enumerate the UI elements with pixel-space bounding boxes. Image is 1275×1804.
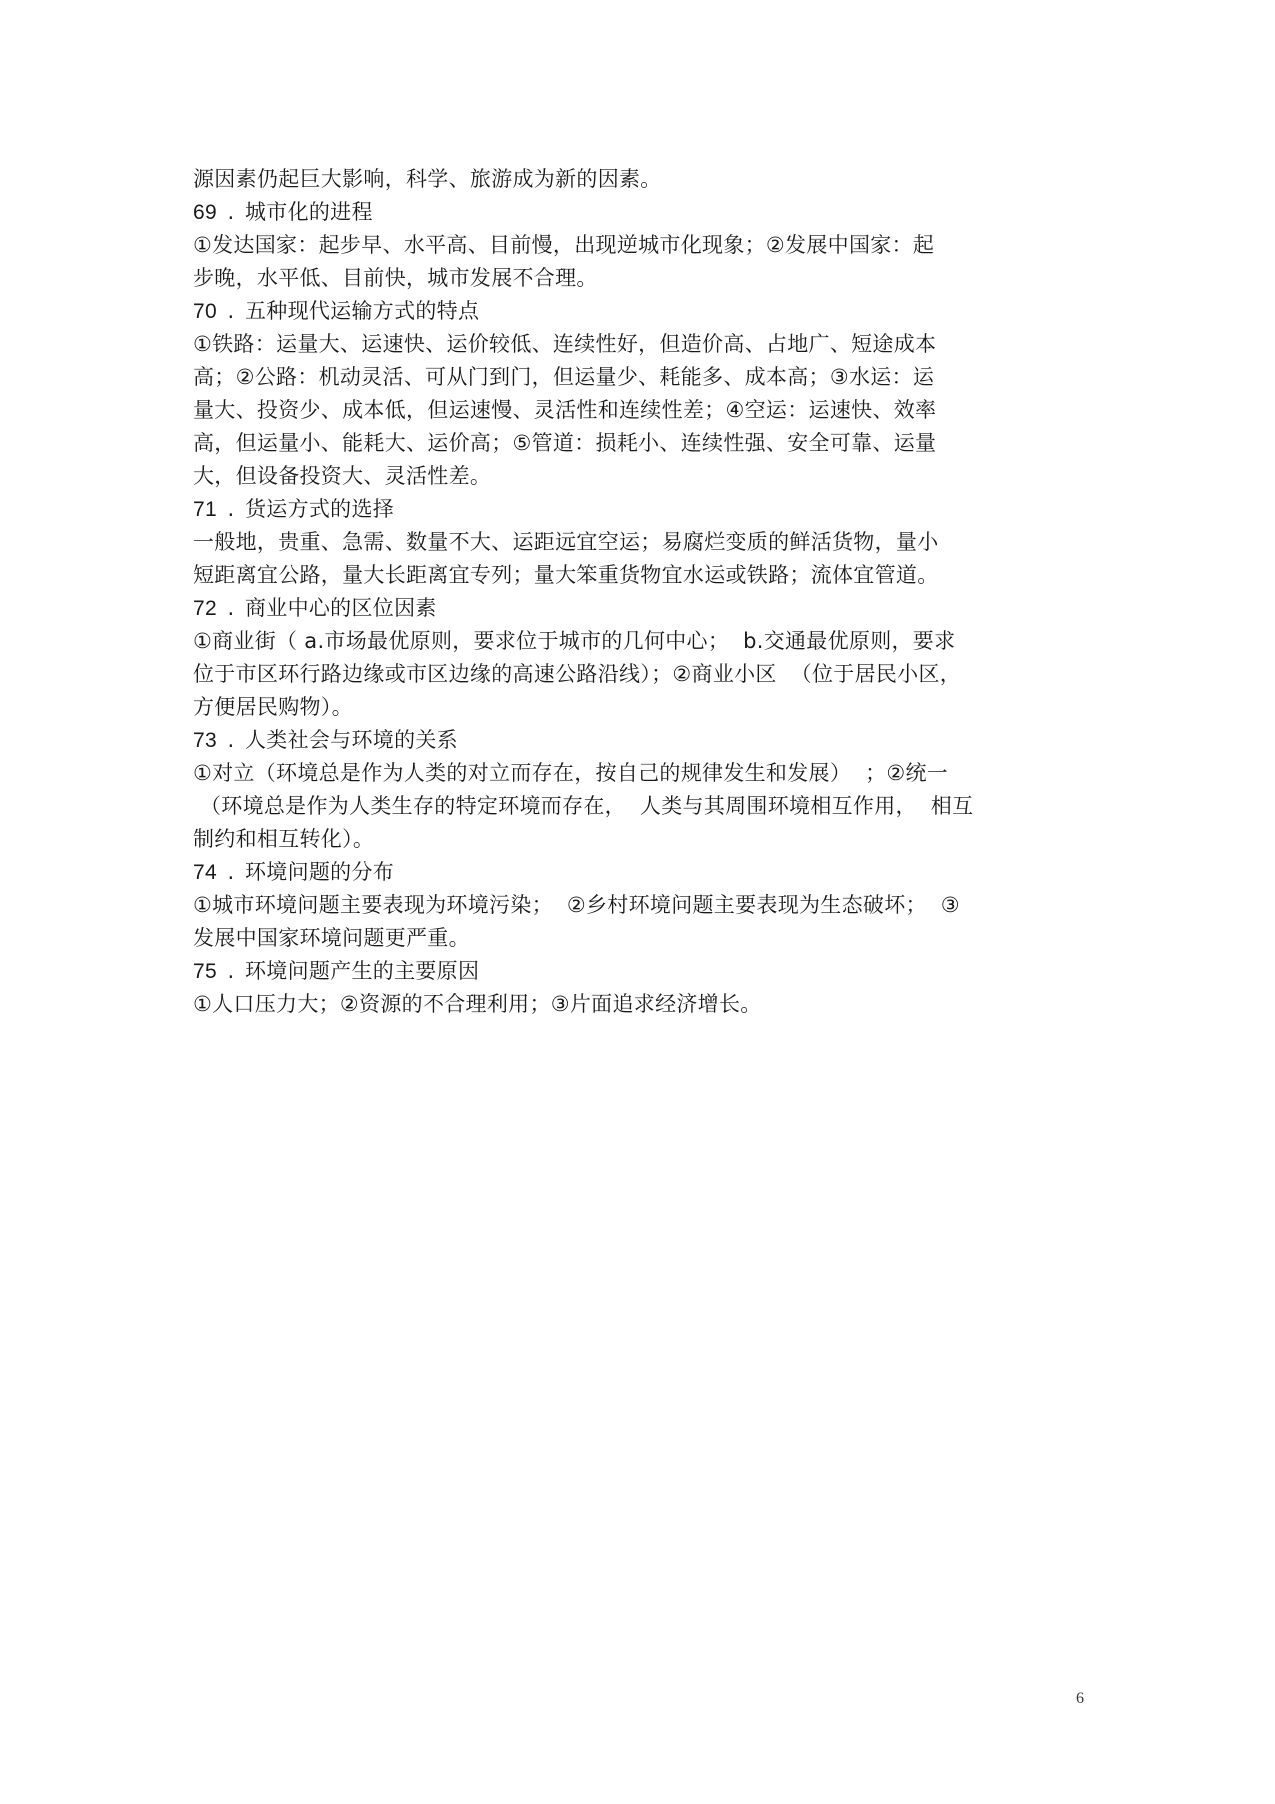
document-body	[193, 163, 1093, 1021]
section-title: 环境问题的分布	[244, 860, 395, 884]
body-line: 短距离宜公路，量大长距离宜专列；量大笨重货物宜水运或铁路；流体宜管道。	[193, 563, 939, 587]
body-line: （环境总是作为人类生存的特定环境而存在， 人类与其周围环境相互作用， 相互	[193, 794, 974, 818]
section-title: 城市化的进程	[244, 200, 373, 224]
body-line: 方便居民购物）。	[193, 695, 353, 719]
section-title: 货运方式的选择	[244, 497, 395, 521]
body-line: ①人口压力大；②资源的不合理利用；③片面追求经济增长。	[193, 992, 762, 1016]
section-number: 70	[193, 300, 217, 323]
section-heading-73: 73 . 人类社会与环境的关系	[193, 728, 458, 752]
section-heading-70: 70 . 五种现代运输方式的特点	[193, 299, 480, 323]
section-title: 商业中心的区位因素	[244, 596, 437, 620]
body-line: 大，但设备投资大、灵活性差。	[193, 464, 492, 488]
body-line: 高；②公路：机动灵活、可从门到门，但运量少、耗能多、成本高；③水运：运	[193, 365, 935, 389]
body-line: 一般地，贵重、急需、数量不大、运距远宜空运；易腐烂变质的鲜活货物，量小	[193, 530, 939, 554]
section-title: 环境问题产生的主要原因	[244, 959, 480, 983]
body-line: ①铁路：运量大、运速快、运价较低、连续性好，但造价高、占地广、短途成本	[193, 332, 937, 356]
section-heading-74: 74 . 环境问题的分布	[193, 860, 395, 884]
body-line: 制约和相互转化）。	[193, 827, 375, 851]
section-number: 71	[193, 498, 217, 521]
lead-line: 源因素仍起巨大影响，科学、旅游成为新的因素。	[193, 167, 662, 191]
body-line: 量大、投资少、成本低，但运速慢、灵活性和连续性差；④空运：运速快、效率	[193, 398, 937, 422]
page-number: 6	[1076, 1690, 1084, 1707]
body-line: ①商业街（ a.市场最优原则，要求位于城市的几何中心； b.交通最优原则，要求	[193, 629, 956, 653]
section-title: 人类社会与环境的关系	[244, 728, 458, 752]
body-line: 发展中国家环境问题更严重。	[193, 926, 470, 950]
body-line: 高，但运量小、能耗大、运价高；⑤管道：损耗小、连续性强、安全可靠、运量	[193, 431, 937, 455]
section-number: 74	[193, 861, 217, 884]
section-number: 73	[193, 729, 217, 752]
body-line: ①对立（环境总是作为人类的对立而存在，按自己的规律发生和发展） ；②统一	[193, 761, 949, 785]
body-line: ①发达国家：起步早、水平高、目前慢，出现逆城市化现象；②发展中国家：起	[193, 233, 935, 257]
body-line: ①城市环境问题主要表现为环境污染； ②乡村环境问题主要表现为生态破坏； ③	[193, 893, 960, 917]
section-heading-72: 72 . 商业中心的区位因素	[193, 596, 437, 620]
section-number: 69	[193, 201, 217, 224]
section-heading-71: 71 . 货运方式的选择	[193, 497, 395, 521]
section-number: 75	[193, 960, 217, 983]
section-heading-75: 75 . 环境问题产生的主要原因	[193, 959, 480, 983]
section-number: 72	[193, 597, 217, 620]
body-line: 步晚，水平低、目前快，城市发展不合理。	[193, 266, 598, 290]
body-line: 位于市区环行路边缘或市区边缘的高速公路沿线）；②商业小区 （位于居民小区，	[193, 662, 962, 686]
section-title: 五种现代运输方式的特点	[244, 299, 480, 323]
section-heading-69: 69 . 城市化的进程	[193, 200, 373, 224]
